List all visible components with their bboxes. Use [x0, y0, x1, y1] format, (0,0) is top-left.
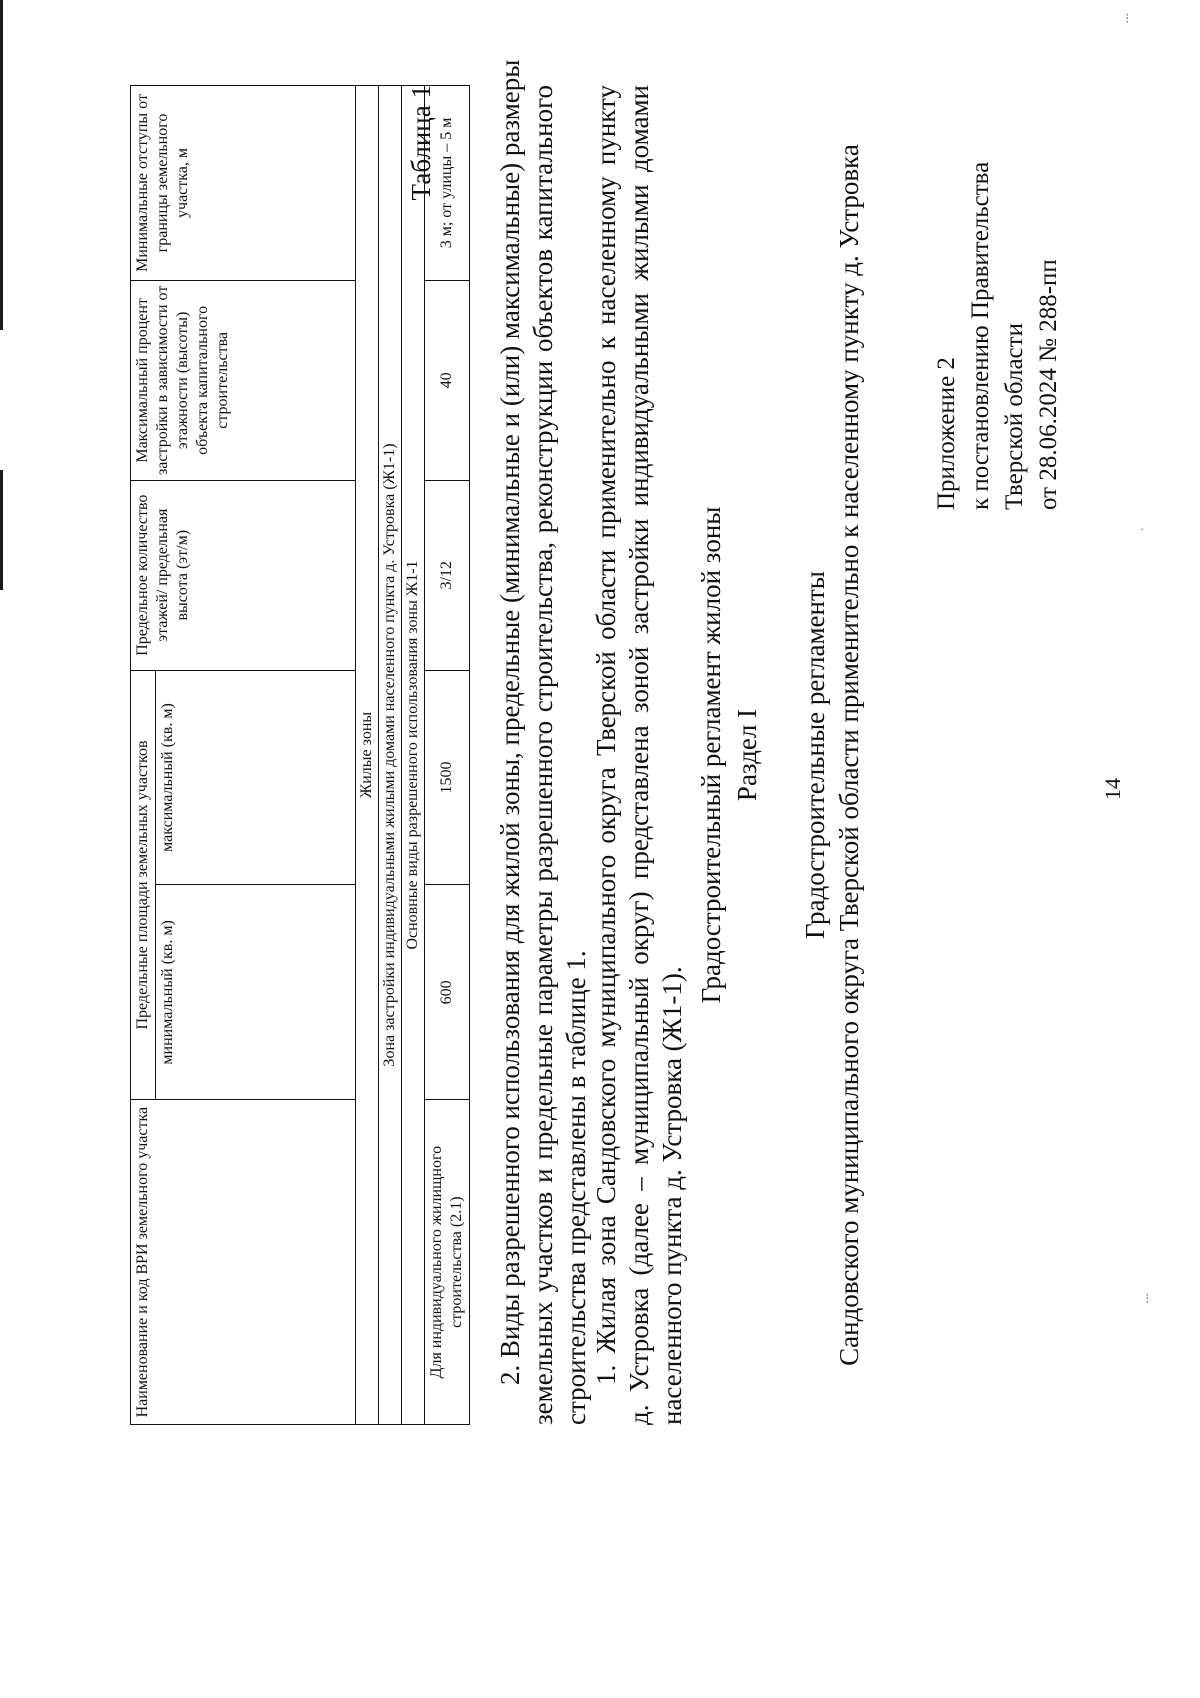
paragraph-2: [494, 59, 593, 1425]
scan-speck: ·: [1140, 520, 1145, 536]
header-area-max: максимальный (кв. м): [156, 670, 356, 885]
page-number: 14: [1100, 778, 1125, 800]
paragraph-line: строительства представлены в таблице 1.: [561, 950, 591, 1425]
paragraph-line: 1. Жилая зона Сандовского муниципального округа Тверской области применительно к населенному пункту: [591, 85, 621, 1385]
scan-speck: ⁝: [1145, 1290, 1150, 1306]
rotated-page: [60, 59, 1170, 1650]
cell-setbacks: 3 м; от улицы – 5 м: [425, 86, 470, 281]
paragraph-line: населенного пункта д. Устровка (Ж1-1).: [657, 966, 687, 1425]
header-area-min: минимальный (кв. м): [156, 885, 356, 1100]
scan-edge-bottom: [0, 470, 3, 590]
section-row: Основные виды разрешенного использования зоны Ж1-1: [402, 86, 425, 1425]
header-floors: Предельное количество этажей/ предельная высота (эт/м): [131, 480, 356, 670]
paragraph-1: [590, 85, 689, 1425]
regulation-table: [130, 85, 470, 1425]
appendix-line: Приложение 2: [933, 357, 960, 510]
paragraph-line: 2. Виды разрешенного использования для жилой зоны, предельные (минимальные и (или) максимальные) размеры: [495, 59, 525, 1385]
cell-max-percent: 40: [425, 280, 470, 480]
section-row: Жилые зоны: [356, 86, 379, 1425]
section-title: Градостроительный регламент жилой зоны: [696, 506, 726, 1004]
document-subtitle: Сандовского муниципального округа Тверской области применительно к населенному пункту д. Устровка: [834, 144, 864, 1366]
header-area-group: Предельные площади земельных участков: [131, 670, 156, 1100]
paragraph-line: земельных участков и предельные параметры разрешенного строительства, реконструкции объектов капитального: [528, 85, 558, 1425]
appendix-line: от 28.06.2024 № 288-пп: [1035, 259, 1062, 510]
section-row: Зона застройки индивидуальными жилыми домами населенного пункта д. Устровка (Ж1-1): [379, 86, 402, 1425]
table-section-row: [379, 86, 402, 1425]
cell-name: Для индивидуального жилищного строительства (2.1): [425, 1100, 470, 1425]
table-row: [425, 86, 470, 1425]
table-header-row: [131, 86, 156, 1425]
header-setbacks: Минимальные отступы от границы земельного участка, м: [131, 86, 356, 281]
header-max-percent: Максимальный процент застройки в зависимости от этажности (высоты) объекта капитального строительства: [131, 280, 356, 480]
header-name: Наименование и код ВРИ земельного участка: [131, 1100, 356, 1425]
appendix-block: [930, 162, 1066, 510]
cell-floors: 3/12: [425, 480, 470, 670]
cell-area-min: 600: [425, 885, 470, 1100]
table-section-row: [356, 86, 379, 1425]
paragraph-line: д. Устровка (далее – муниципальный округ) представлена зоной застройки индивидуальными жилыми домами: [624, 85, 654, 1425]
table-caption: Таблица 1: [406, 85, 436, 201]
table-section-row: [402, 86, 425, 1425]
scan-edge-top: [0, 0, 3, 330]
appendix-line: к постановлению Правительства: [967, 161, 994, 510]
cell-area-max: 1500: [425, 670, 470, 885]
document-title: Градостроительные регламенты: [800, 571, 830, 939]
appendix-line: Тверской области: [1001, 323, 1028, 510]
scan-speck: ⁝: [1125, 10, 1130, 26]
section-heading: Раздел I: [732, 708, 762, 802]
